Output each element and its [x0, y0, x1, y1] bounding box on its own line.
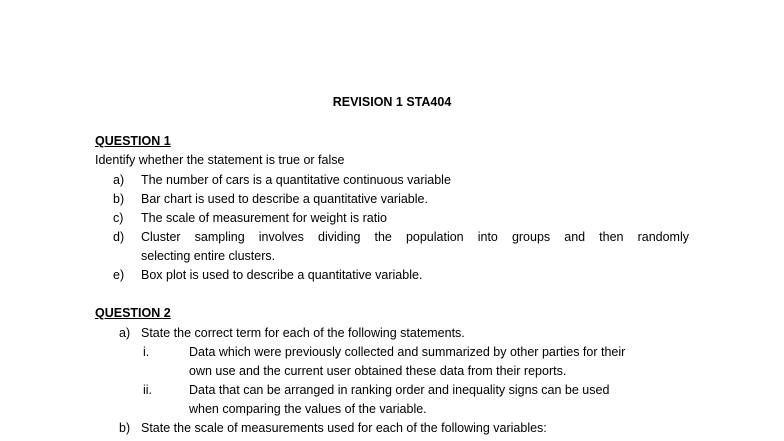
item-text: Bar chart is used to describe a quantitative variable.	[141, 192, 428, 206]
part-text: State the scale of measurements used for each of the following variables:	[141, 421, 547, 435]
item-marker: c)	[113, 211, 124, 225]
sub-marker: i.	[143, 345, 150, 359]
sub-text-continued: when comparing the values of the variable.	[189, 402, 427, 416]
item-text: The number of cars is a quantitative continuous variable	[141, 173, 451, 187]
item-marker: e)	[113, 268, 125, 282]
part-text: State the correct term for each of the following statements.	[141, 326, 465, 340]
item-text: Box plot is used to describe a quantitative variable.	[141, 268, 423, 282]
item-marker: d)	[113, 230, 125, 244]
question-1-instruction: Identify whether the statement is true or false	[95, 153, 345, 167]
part-marker: b)	[119, 421, 131, 435]
item-text-continued: selecting entire clusters.	[141, 249, 276, 263]
question-2-heading: QUESTION 2	[95, 306, 171, 320]
item-marker: a)	[113, 173, 125, 187]
sub-text: Data that can be arranged in ranking order and inequality signs can be used	[189, 383, 610, 397]
document-title: REVISION 1 STA404	[332, 95, 452, 109]
sub-marker: ii.	[143, 383, 153, 397]
part-marker: a)	[119, 326, 131, 340]
item-text: Cluster sampling involves dividing the population into groups and then randomly	[141, 230, 689, 244]
item-text: The scale of measurement for weight is ratio	[141, 211, 387, 225]
question-1-heading: QUESTION 1	[95, 134, 171, 148]
sub-text-continued: own use and the current user obtained these data from their reports.	[189, 364, 567, 378]
item-marker: b)	[113, 192, 125, 206]
sub-text: Data which were previously collected and summarized by other parties for their	[189, 345, 626, 359]
